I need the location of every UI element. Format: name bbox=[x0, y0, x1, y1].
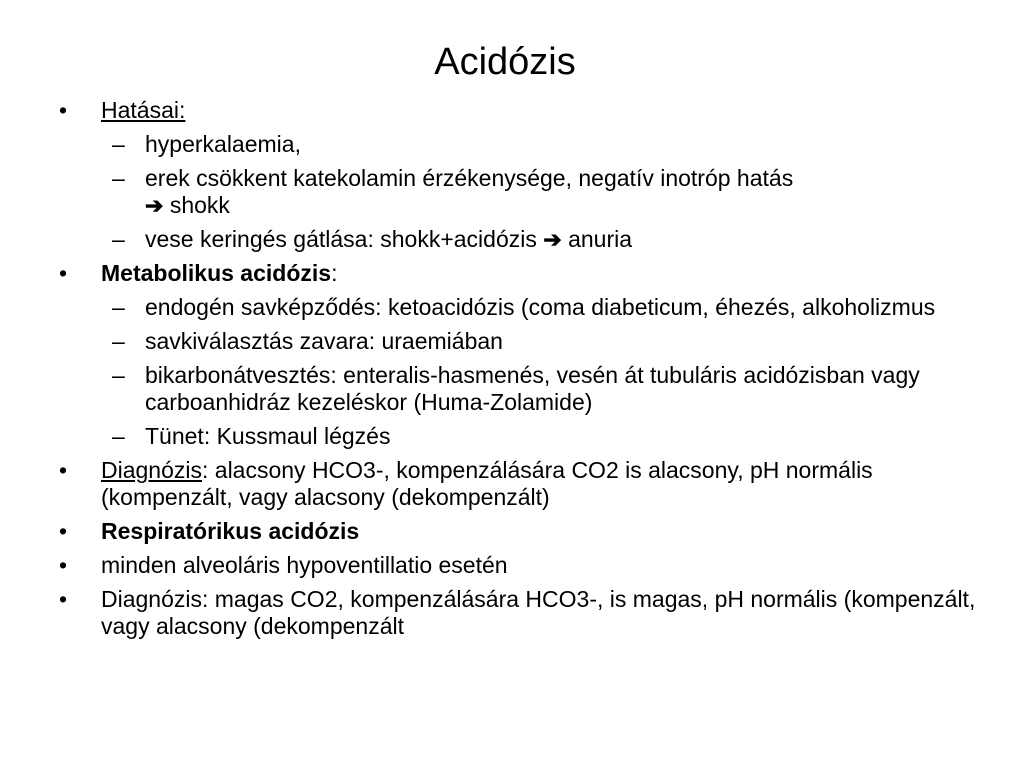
subbullet-savkivalasztas bbox=[0, 328, 1000, 355]
subbullet-text: bikarbonátvesztés: enteralis-hasmenés, vesén át tubuláris acidózisban vagy carboanhidráz kezeléskor (Huma-Zolamide) bbox=[145, 362, 920, 415]
bullet-marker: • bbox=[59, 260, 68, 286]
bullet-metabolikus bbox=[0, 260, 1000, 287]
bullet-diagnozis bbox=[0, 457, 1000, 511]
heading-respiratorikus: Respiratórikus acidózis bbox=[101, 518, 360, 544]
bullet-text: Diagnózis: magas CO2, kompenzálására HCO3-, is magas, pH normális (kompenzált, vagy alacsony (dekompenzált bbox=[101, 586, 976, 639]
dash-marker: – bbox=[112, 423, 125, 449]
bullet-marker: • bbox=[59, 457, 68, 483]
bullet-alveolaris bbox=[0, 552, 1000, 579]
bullet-marker: • bbox=[59, 586, 68, 612]
subbullet-text: erek csökkent katekolamin érzékenysége, negatív inotróp hatás bbox=[145, 165, 794, 191]
heading-metabolikus: Metabolikus acidózis bbox=[101, 260, 332, 286]
bullet-marker: • bbox=[59, 518, 68, 544]
subbullet-endogen bbox=[0, 294, 1000, 321]
subbullet-text: endogén savképződés: ketoacidózis (coma diabeticum, éhezés, alkoholizmus bbox=[145, 294, 936, 320]
bullet-respiratorikus bbox=[0, 518, 1000, 545]
bullet-diagnozis-resp bbox=[0, 586, 1000, 640]
subbullet-text: savkiválasztás zavara: uraemiában bbox=[145, 328, 503, 354]
heading-colon: : bbox=[331, 260, 338, 286]
dash-marker: – bbox=[112, 226, 125, 252]
subbullet-text: vese keringés gátlása: shokk+acidózis bbox=[145, 226, 537, 252]
dash-marker: – bbox=[112, 328, 125, 354]
arrow-right-icon: ➔ bbox=[145, 193, 164, 218]
subbullet-tunet bbox=[0, 423, 1000, 450]
dash-marker: – bbox=[112, 294, 125, 320]
dash-marker: – bbox=[112, 362, 125, 388]
subbullet-erek bbox=[0, 165, 1000, 219]
subbullet-result: shokk bbox=[169, 192, 230, 218]
subbullet-text: Tünet: Kussmaul légzés bbox=[145, 423, 391, 449]
subbullet-vese bbox=[0, 226, 1000, 253]
dash-marker: – bbox=[112, 131, 125, 157]
subbullet-result: anuria bbox=[568, 226, 633, 252]
dash-marker: – bbox=[112, 165, 125, 191]
heading-hatasai: Hatásai: bbox=[101, 97, 186, 123]
bullet-marker: • bbox=[59, 97, 68, 123]
subbullet-text: hyperkalaemia, bbox=[145, 131, 301, 157]
bullet-marker: • bbox=[59, 552, 68, 578]
subbullet-bikarbonat bbox=[0, 362, 1000, 416]
heading-diagnozis: Diagnózis bbox=[101, 457, 202, 483]
bullet-text: : alacsony HCO3-, kompenzálására CO2 is alacsony, pH normális (kompenzált, vagy alacsony (dekompenzált) bbox=[101, 457, 873, 510]
slide-title: Acidózis bbox=[434, 41, 576, 83]
arrow-right-icon: ➔ bbox=[543, 227, 562, 252]
slide-body bbox=[0, 90, 1000, 640]
bullet-hatasai bbox=[0, 97, 1000, 124]
subbullet-hyperkalaemia bbox=[0, 131, 1000, 158]
bullet-text: minden alveoláris hypoventillatio esetén bbox=[101, 552, 508, 578]
